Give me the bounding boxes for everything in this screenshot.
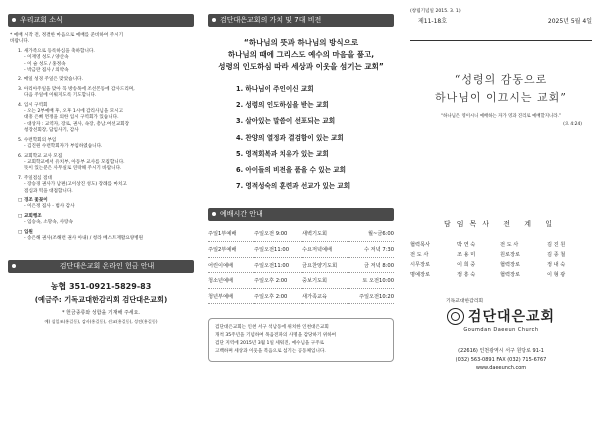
worship-cell: 주일오후 2:00 — [254, 273, 302, 289]
staff-cell: 이 희 중 — [456, 261, 476, 268]
news-item — [8, 87, 194, 100]
staff-cell: 조 용 미 — [456, 251, 476, 258]
news-item-detail: - 이 슬 성도 / 홍정속 — [24, 61, 66, 67]
staff-row — [410, 239, 590, 249]
news-banner: 우리교회 소식 — [8, 14, 194, 27]
senior-pastor: 담임목사 전 계 일 — [443, 220, 558, 228]
vision-line: 성령의 인도하심 따라 세상과 이웃을 섬기는 교회” — [218, 62, 384, 71]
worship-cell: 주일1부예배 — [208, 226, 254, 242]
staff-cell: 전 도 사 — [499, 241, 519, 248]
news-item-head: 7. 주일점심 점대 — [18, 175, 52, 181]
worship-row — [208, 242, 394, 258]
worship-cell: 월~금6:00 — [348, 226, 394, 242]
staff-cell: 협력장로 — [499, 261, 521, 268]
news-item-detail: 뜻이 있는분은 사무실로 연락해 주시기 바랍니다. — [24, 166, 122, 172]
news-item — [8, 77, 194, 83]
worship-cell: 청소년예배 — [208, 273, 254, 289]
theme-motto — [410, 71, 592, 105]
worship-cell: 주일오전10:20 — [348, 288, 394, 304]
staff-cell: 김 진 원 — [546, 241, 566, 248]
special-item-detail: - 송은해 권사(조해련 권사 아내) / 청라 베스트재활요양병원 — [24, 235, 144, 241]
news-item-head: 4. 입시 구역회 — [18, 102, 48, 108]
news-item — [8, 138, 194, 151]
worship-cell: 청년부예배 — [208, 288, 254, 304]
vision-item: 1. 하나님이 주인이신 교회 — [236, 85, 314, 93]
vision-banner: 검단대은교회의 가치 및 7대 비전 — [208, 14, 394, 27]
news-item-head: 3. 아리아주일을 맞아 꼭 방송목에 조선몬동에 감사드리며, — [18, 86, 135, 92]
news-item-detail: - 박금란 집사 / 의약속 — [24, 68, 69, 74]
special-item — [8, 198, 194, 211]
worship-cell: 주일오후 2:00 — [254, 288, 302, 304]
online-offering — [8, 260, 194, 325]
vision-item: 2. 성령의 인도하심을 받는 교회 — [236, 101, 329, 110]
scripture-verse: “하나님은 영이시니 예배하는 자가 영과 진리로 예배할지니라.” — [440, 114, 562, 119]
worship-cell: 어린이예배 — [208, 257, 254, 273]
scripture-reference: (요 4:24) — [563, 122, 582, 127]
address: (22616) 인천광역시 서구 원당로 91-1 — [458, 348, 544, 354]
worship-table — [208, 226, 394, 304]
vision-line: “하나님의 뜻과 하나님의 방식으로 — [243, 38, 359, 47]
news-intro-line: 바랍니다. — [10, 39, 30, 45]
intro-line: 고백하며 세상과 이웃을 복음으로 섬기는 공동체입니다. — [215, 349, 326, 355]
denomination: 기독교대한감리회 — [446, 299, 484, 304]
founded-date: (창립기념일 2015. 3. 1) — [410, 9, 461, 14]
bank-account: 농협 351-0921-5829-83 — [50, 282, 152, 292]
vision-item: 4. 찬양의 열정과 결검함이 있는 교회 — [236, 133, 344, 142]
website-link[interactable]: www.daeeunch.com — [475, 365, 527, 371]
staff-cell: 전 도 사 — [410, 251, 429, 258]
theme-line: “성령의 감동으로 — [454, 73, 548, 86]
intro-line: 검단대은교회는 인천 서구 석남동에 위치한 인천대은교회 — [215, 325, 329, 331]
vision-column — [200, 0, 400, 424]
special-item-head: □ 교회행조 — [18, 213, 42, 219]
intro-line: 검단 지역에 2015년 3월 1일 세워진, 예수님을 구주로 — [215, 341, 325, 347]
vision-item: 3. 살아있는 말씀이 선포되는 교회 — [236, 117, 336, 126]
phone-fax: (032) 563-0891 FAX (032) 715-6767 — [455, 356, 547, 363]
news-items — [8, 49, 194, 195]
special-item — [8, 214, 194, 227]
special-item-head: □ 경조 꽃꽂이 — [18, 197, 48, 203]
news-item-detail: - 장승경 권사가 남편(고이상진 성도) 장례를 마치고 — [24, 182, 127, 188]
worship-row — [208, 257, 394, 273]
church-name: 검단대은교회 — [467, 309, 556, 325]
bulletin-header — [410, 6, 592, 36]
volume-number: 제11-18호 — [418, 18, 448, 25]
vision-line: 하나님의 때에 그리스도 예수의 마음을 품고, — [227, 50, 375, 59]
worship-cell: 금 저녁 8:00 — [348, 257, 394, 273]
worship-cell: 금요찬양기도회 — [302, 257, 348, 273]
news-item — [8, 154, 194, 173]
special-item-detail: - 이은정 집사 - 범사 감사 — [24, 204, 75, 210]
vision-item: 6. 아이들의 비전을 품을 수 있는 교회 — [236, 166, 347, 175]
worship-cell: 수 저녁 7:30 — [348, 242, 394, 258]
worship-cell: 토 오전10:00 — [348, 273, 394, 289]
special-item-head: □ 입원 — [18, 229, 33, 235]
news-list — [8, 33, 194, 242]
news-item — [8, 103, 194, 135]
header-divider — [410, 40, 592, 41]
news-item-head: 1. 새가족으로 등록하심을 축하합니다. — [18, 48, 95, 54]
special-item — [8, 230, 194, 243]
news-item-detail: 청장선회장, 담임사기, 감사 — [24, 128, 79, 134]
staff-cell: 협력장로 — [499, 271, 521, 278]
vision-item: 7. 영적성숙의 훈련과 선교가 있는 교회 — [236, 182, 351, 191]
worship-cell: 주일2부예배 — [208, 242, 254, 258]
worship-cell: 주일오전11:00 — [254, 257, 302, 273]
contact-info — [410, 347, 592, 373]
news-special-items — [8, 198, 194, 242]
bulletin-date: 2025년 5월 4일 — [547, 18, 592, 25]
news-intro-line: * 예배 시작 전, 정결한 마음으로 예배를 준비하여 주시기 — [10, 33, 124, 38]
news-item-detail: - 이재영 성도 / 양산속 — [24, 55, 69, 61]
worship-row — [208, 226, 394, 242]
offering-example: 예) 십일조(홍길동), 감사(홍길동), 선교(홍길동), 성전(홍길동) — [44, 319, 158, 325]
staff-cell: 박 연 숙 — [456, 241, 476, 248]
vision-item: 5. 영적회복과 치유가 있는 교회 — [236, 149, 329, 158]
worship-cell: 수요저녁예배 — [302, 242, 348, 258]
vision-statement — [208, 37, 394, 73]
intro-line: 개척 35주년을 기념하여 목음전파의 사명을 감당하기 위하여 — [215, 333, 337, 339]
special-item-detail: - 임승속, 소망속, 사랑속 — [24, 220, 73, 226]
news-item — [8, 176, 194, 195]
church-intro — [208, 318, 394, 362]
news-intro — [8, 33, 194, 46]
news-item-detail: 점심과 떡을 대접합니다. — [24, 188, 73, 194]
worship-row — [208, 288, 394, 304]
staff-cell: 정 흥 숙 — [456, 271, 476, 278]
news-item-detail: 대흥 은뼈 면정을 의한 입시 구역회가 있습니다. — [24, 115, 119, 121]
news-item — [8, 49, 194, 75]
worship-cell: 주일오전 9:00 — [254, 226, 302, 242]
account-holder: (예금주: 기독교대한감리회 검단대은교회) — [34, 295, 168, 305]
worship-cell: 새벽기도회 — [302, 226, 348, 242]
theme-line: 하나님이 이끄시는 교회” — [435, 91, 567, 104]
staff-table — [410, 239, 590, 279]
offering-banner: 검단대은교회 온라인 헌금 안내 — [8, 260, 194, 273]
staff-cell: 시무장로 — [410, 261, 431, 268]
church-emblem-icon — [447, 308, 464, 325]
staff-cell: 이 형 광 — [546, 271, 566, 278]
staff-row — [410, 249, 590, 259]
news-item-detail: - 김진원 수련학회자가 부임하였습니다. — [24, 144, 103, 150]
news-item-detail: - 오는 2부예배 후, 오후 1시에 감리사님을 모시고 — [24, 109, 124, 115]
news-item-detail: 다음 주일에 이뤄지도록 기도합니다. — [24, 93, 97, 99]
news-item-head: 5. 수련학회의 부임 — [18, 137, 57, 143]
staff-cell: 정 내 숙 — [546, 261, 566, 268]
worship-banner: 예배시간 안내 — [208, 208, 394, 221]
news-item-head: 6. 교회학교 교사 모집 — [18, 153, 63, 159]
announcements-column — [0, 0, 200, 424]
news-item-head: 2. 매일 성경 주일은 맞았습니다. — [18, 77, 83, 83]
church-logo — [410, 297, 592, 333]
church-name-english: Goumdan Daeeun Church — [463, 327, 539, 333]
staff-cell: 협력목사 — [410, 241, 431, 248]
worship-row — [208, 273, 394, 289]
worship-cell: 주일오전11:00 — [254, 242, 302, 258]
staff-cell: 김 종 철 — [546, 251, 566, 258]
offering-note: * 헌금종류와 성함을 기재해 주세요. — [61, 310, 141, 317]
cover-column — [400, 0, 600, 424]
worship-cell: 새가족교육 — [302, 288, 348, 304]
staff-cell: 명예장로 — [410, 271, 431, 278]
staff-row — [410, 259, 590, 269]
vision-list — [208, 81, 394, 194]
worship-cell: 중보기도회 — [302, 273, 348, 289]
staff-cell: 원로장로 — [499, 251, 521, 258]
logo-row — [410, 306, 592, 326]
staff-row — [410, 269, 590, 279]
news-item-detail: - 대상자 : 교역자, 장로, 권사, 속장, 총남.여선교회장 — [24, 121, 130, 127]
news-item-detail: - 교회학교에서 유치부, 아동부 교사를 모집합니다. — [24, 159, 125, 165]
